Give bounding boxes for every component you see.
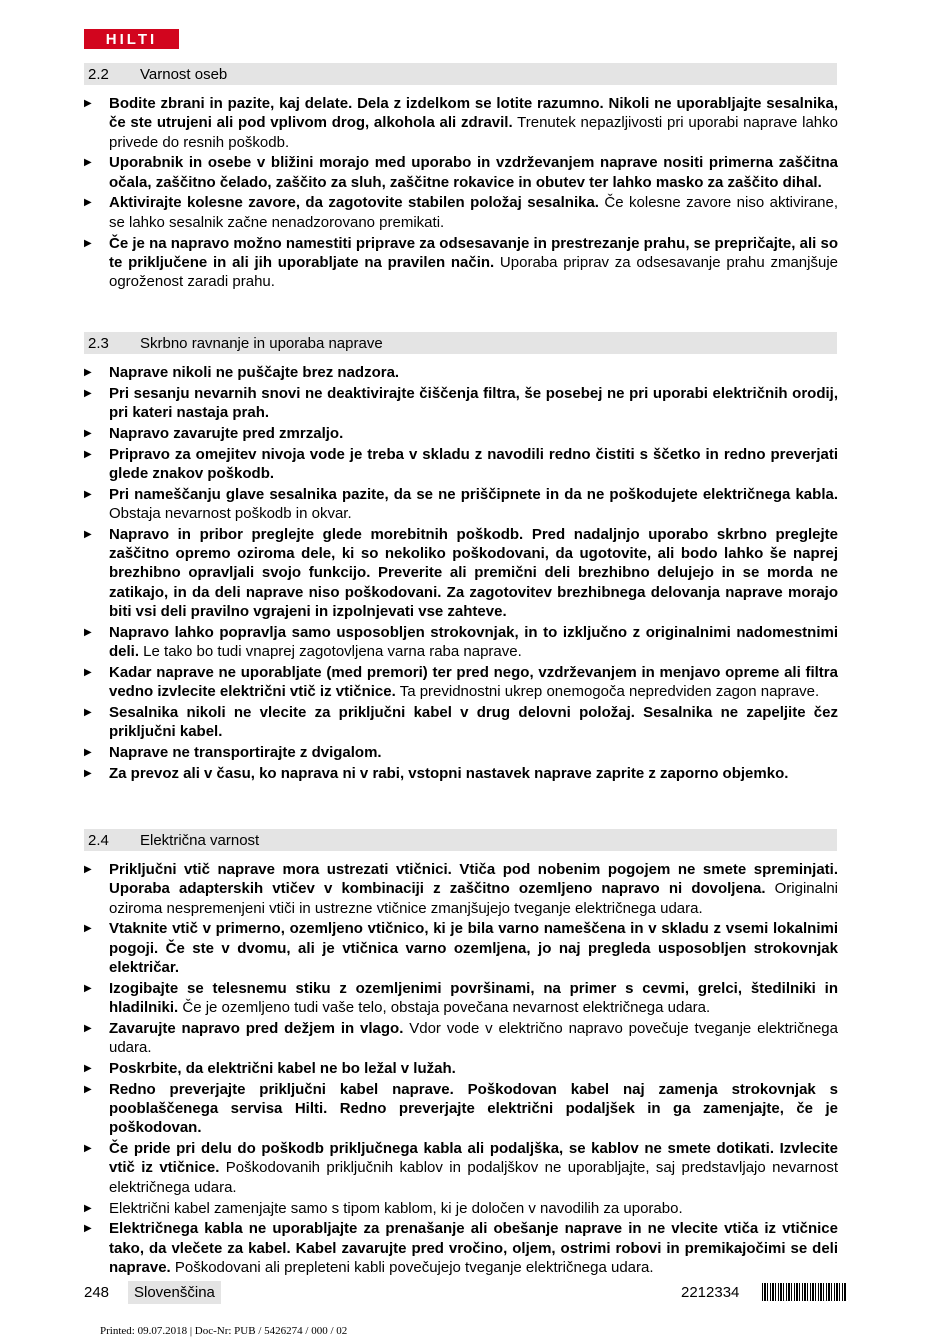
item-text: Ta previdnostni ukrep onemogoča nepredviden zagon naprave. xyxy=(395,683,820,701)
list-item xyxy=(84,1019,838,1058)
item-bold: Poskrbite, da električni kabel ne bo ležal v lužah. xyxy=(109,1059,456,1077)
bullet-icon: ▶ xyxy=(84,488,92,500)
list-item xyxy=(84,384,838,423)
section-number: 2.3 xyxy=(88,335,109,352)
section-title: Električna varnost xyxy=(140,832,260,849)
list-item xyxy=(84,860,838,918)
list-item xyxy=(84,94,838,152)
list-item xyxy=(84,979,838,1018)
bullet-icon: ▶ xyxy=(84,1083,92,1095)
bullet-icon: ▶ xyxy=(84,767,92,779)
item-text: Vdor vode v električno napravo povečuje tveganje električnega udara. xyxy=(109,1019,838,1057)
item-bold: Zavarujte napravo pred dežjem in vlago. xyxy=(109,1019,404,1037)
document-code: 2212334 xyxy=(681,1284,740,1301)
item-bold: Aktivirajte kolesne zavore, da zagotovite stabilen položaj sesalnika. xyxy=(109,194,599,212)
list-item xyxy=(84,1080,838,1138)
list-item xyxy=(84,663,838,702)
item-bold: Redno preverjajte priključni kabel naprave. Poškodovan kabel naj zamenja strokovnjak s pooblaščenega servisa Hilti. Redno preverjajte električni podaljšek in ga zamenjajte, če je poškodovan. xyxy=(109,1080,838,1137)
list-item xyxy=(84,1199,838,1218)
bullet-icon: ▶ xyxy=(84,982,92,994)
bullet-icon: ▶ xyxy=(84,707,92,719)
list-item xyxy=(84,1219,838,1277)
item-bold: Za prevoz ali v času, ko naprava ni v rabi, vstopni nastavek naprave zaprite z zaporno objemko. xyxy=(109,764,789,782)
bullet-icon: ▶ xyxy=(84,448,92,460)
section-list-2-2 xyxy=(84,94,838,293)
item-bold: Kadar naprave ne uporabljate (med premori) ter pred nego, vzdrževanjem in menjavo opreme ali filtra vedno izvlecite električni vtič iz vtičnice. xyxy=(109,663,838,701)
list-item xyxy=(84,919,838,977)
section-list-2-3 xyxy=(84,363,838,785)
list-item xyxy=(84,1059,838,1078)
list-item xyxy=(84,485,838,524)
item-bold: Naprave ne transportirajte z dvigalom. xyxy=(109,744,382,762)
item-bold: Če je na napravo možno namestiti priprave za odsesavanje in prestrezanje prahu, se prepričajte, ali so te priključene in ali jih uporabljate na pravilen način. xyxy=(109,234,838,271)
item-text: Poškodovanih priključnih kablov in podaljškov ne uporabljajte, saj predstavljajo nevarnost električnega udara. xyxy=(109,1159,838,1196)
bullet-icon: ▶ xyxy=(84,1022,92,1034)
item-bold: Električnega kabla ne uporabljajte za prenašanje ali obešanje naprave in ne vlecite vtiča iz vtičnice tako, da vlečete za kabel. Kabel zavarujte pred vročino, oljem, ostrimi robovi in premikajočimi se deli naprave. xyxy=(109,1220,838,1276)
bullet-icon: ▶ xyxy=(84,197,92,209)
item-text: Originalni oziroma nespremenjeni vtiči in ustrezne vtičnice zmanjšujejo tveganje električnega udara. xyxy=(109,880,838,917)
bullet-icon: ▶ xyxy=(84,1062,92,1074)
list-item xyxy=(84,743,838,762)
list-item xyxy=(84,764,838,783)
item-bold: Sesalnika nikoli ne vlecite za priključni kabel v drug delovni položaj. Sesalnika ne zapeljite čez priključni kabel. xyxy=(109,704,838,741)
item-bold: Pri sesanju nevarnih snovi ne deaktivirajte čiščenja filtra, še posebej ne pri uporabi električnih orodij, pri kateri nastaja prah. xyxy=(109,384,838,422)
section-number: 2.4 xyxy=(88,832,109,849)
bullet-icon: ▶ xyxy=(84,1223,92,1235)
item-text: Če je ozemljeno tudi vaše telo, obstaja povečana nevarnost električnega udara. xyxy=(178,999,711,1017)
language-label: Slovenščina xyxy=(128,1281,221,1304)
list-item xyxy=(84,445,838,484)
list-item xyxy=(84,193,838,232)
list-item xyxy=(84,234,838,292)
item-text: Uporaba priprav za odsesavanje prahu zmanjšuje ogroženost zaradi prahu. xyxy=(109,253,838,291)
item-bold: Napravo in pribor preglejte glede morebitnih poškodb. Pred nadaljnjo uporabo skrbno preglejte zaščitno opremo oziroma dele, ki so nekoliko poškodovani, da ugotovite, ali bodo lahko še naprej brezhibno opravljali svojo funkcijo. Preverite ali premični deli brezhibno delujejo in se morda ne zatikajo, in da deli naprave niso poškodovani. Za zagotovitev brezhibnega delovanja naprave morajo biti vsi deli pravilno vgrajeni in izpolnjevati vse zahteve. xyxy=(109,525,838,621)
section-header-2-2 xyxy=(84,63,837,85)
item-text: Obstaja nevarnost poškodb in okvar. xyxy=(109,505,352,523)
bullet-icon: ▶ xyxy=(84,387,92,399)
bullet-icon: ▶ xyxy=(84,98,92,109)
page-number: 248 xyxy=(84,1284,110,1301)
item-bold: Če pride pri delu do poškodb priključnega kabla ali podaljška, se kablov ne smete dotikati. Izvlecite vtič iz vtičnice. xyxy=(109,1140,838,1177)
bullet-icon: ▶ xyxy=(84,427,92,439)
item-bold: Bodite zbrani in pazite, kaj delate. Dela z izdelkom se lotite razumno. Nikoli ne uporabljajte sesalnika, če ste utrujeni ali pod vplivom drog, alkohola ali zdravil. xyxy=(109,95,838,132)
section-title: Varnost oseb xyxy=(140,66,228,83)
list-item xyxy=(84,153,838,192)
section-list-2-4 xyxy=(84,860,838,1279)
bullet-icon: ▶ xyxy=(84,237,92,249)
item-bold: Vtaknite vtič v primerno, ozemljeno vtičnico, ki je bila varno nameščena in v skladu z vsemi lokalnimi pogoji. Če ste v dvomu, ali je vtičnica varno ozemljena, jo naj pregleda usposobljen strokovnjak električar. xyxy=(109,920,838,976)
bullet-icon: ▶ xyxy=(84,626,92,638)
item-bold: Naprave nikoli ne puščajte brez nadzora. xyxy=(109,364,400,381)
list-item xyxy=(84,623,838,662)
bullet-icon: ▶ xyxy=(84,1143,92,1155)
item-bold: Priključni vtič naprave mora ustrezati vtičnici. Vtiča pod nobenim pogojem ne smete spreminjati. Uporaba adapterskih vtičev v kombinaciji z zaščitno ozemljeno napravo ni dovoljena. xyxy=(109,861,838,898)
item-text: Če kolesne zavore niso aktivirane, se lahko sesalnik začne nenadzorovano premikati. xyxy=(109,194,838,231)
bullet-icon: ▶ xyxy=(84,157,92,169)
section-title: Skrbno ravnanje in uporaba naprave xyxy=(140,335,383,352)
item-bold: Napravo zavarujte pred zmrzaljo. xyxy=(109,424,344,442)
item-text: Trenutek nepazljivosti pri uporabi naprave lahko privede do resnih poškodb. xyxy=(109,114,838,151)
item-bold: Izogibajte se telesnemu stiku z ozemljenimi površinami, na primer s cevmi, grelci, štedilniki in hladilniki. xyxy=(109,979,838,1017)
bullet-icon: ▶ xyxy=(84,367,92,378)
item-bold: Pri nameščanju glave sesalnika pazite, da se ne priščipnete in da ne poškodujete električnega kabla. xyxy=(109,485,838,503)
bullet-icon: ▶ xyxy=(84,528,92,540)
item-text: Električni kabel zamenjajte samo s tipom kablom, ki je določen v navodilih za uporabo. xyxy=(109,1199,683,1217)
section-header-2-4 xyxy=(84,829,837,851)
item-bold: Uporabnik in osebe v bližini morajo med uporabo in vzdrževanjem naprave nositi primerna zaščitna očala, zaščitno čelado, zaščito za sluh, zaščitne rokavice in obutev ter lahko masko za zaščito dihal. xyxy=(109,154,838,191)
item-bold: Pripravo za omejitev nivoja vode je treba v skladu z navodili redno čistiti s ščetko in redno preverjati glede znakov poškodb. xyxy=(109,445,838,482)
print-info: Printed: 09.07.2018 | Doc-Nr: PUB / 5426274 / 000 / 02 xyxy=(100,1325,348,1337)
list-item xyxy=(84,1139,838,1197)
hilti-logo: HILTI xyxy=(84,29,179,49)
list-item xyxy=(84,703,838,742)
list-item xyxy=(84,424,838,443)
barcode xyxy=(762,1283,846,1301)
list-item xyxy=(84,363,838,382)
bullet-icon: ▶ xyxy=(84,923,92,935)
bullet-icon: ▶ xyxy=(84,666,92,678)
item-text: Le tako bo tudi vnaprej zagotovljena varna raba naprave. xyxy=(139,643,522,661)
item-bold: Napravo lahko popravlja samo usposobljen strokovnjak, in to izključno z originalnimi nadomestnimi deli. xyxy=(109,623,838,661)
section-number: 2.2 xyxy=(88,66,109,83)
item-text: Poškodovani ali prepleteni kabli povečujejo tveganje električnega udara. xyxy=(170,1258,654,1276)
bullet-icon: ▶ xyxy=(84,864,92,875)
bullet-icon: ▶ xyxy=(84,1202,92,1214)
section-header-2-3 xyxy=(84,332,837,354)
list-item xyxy=(84,525,838,621)
bullet-icon: ▶ xyxy=(84,747,92,759)
